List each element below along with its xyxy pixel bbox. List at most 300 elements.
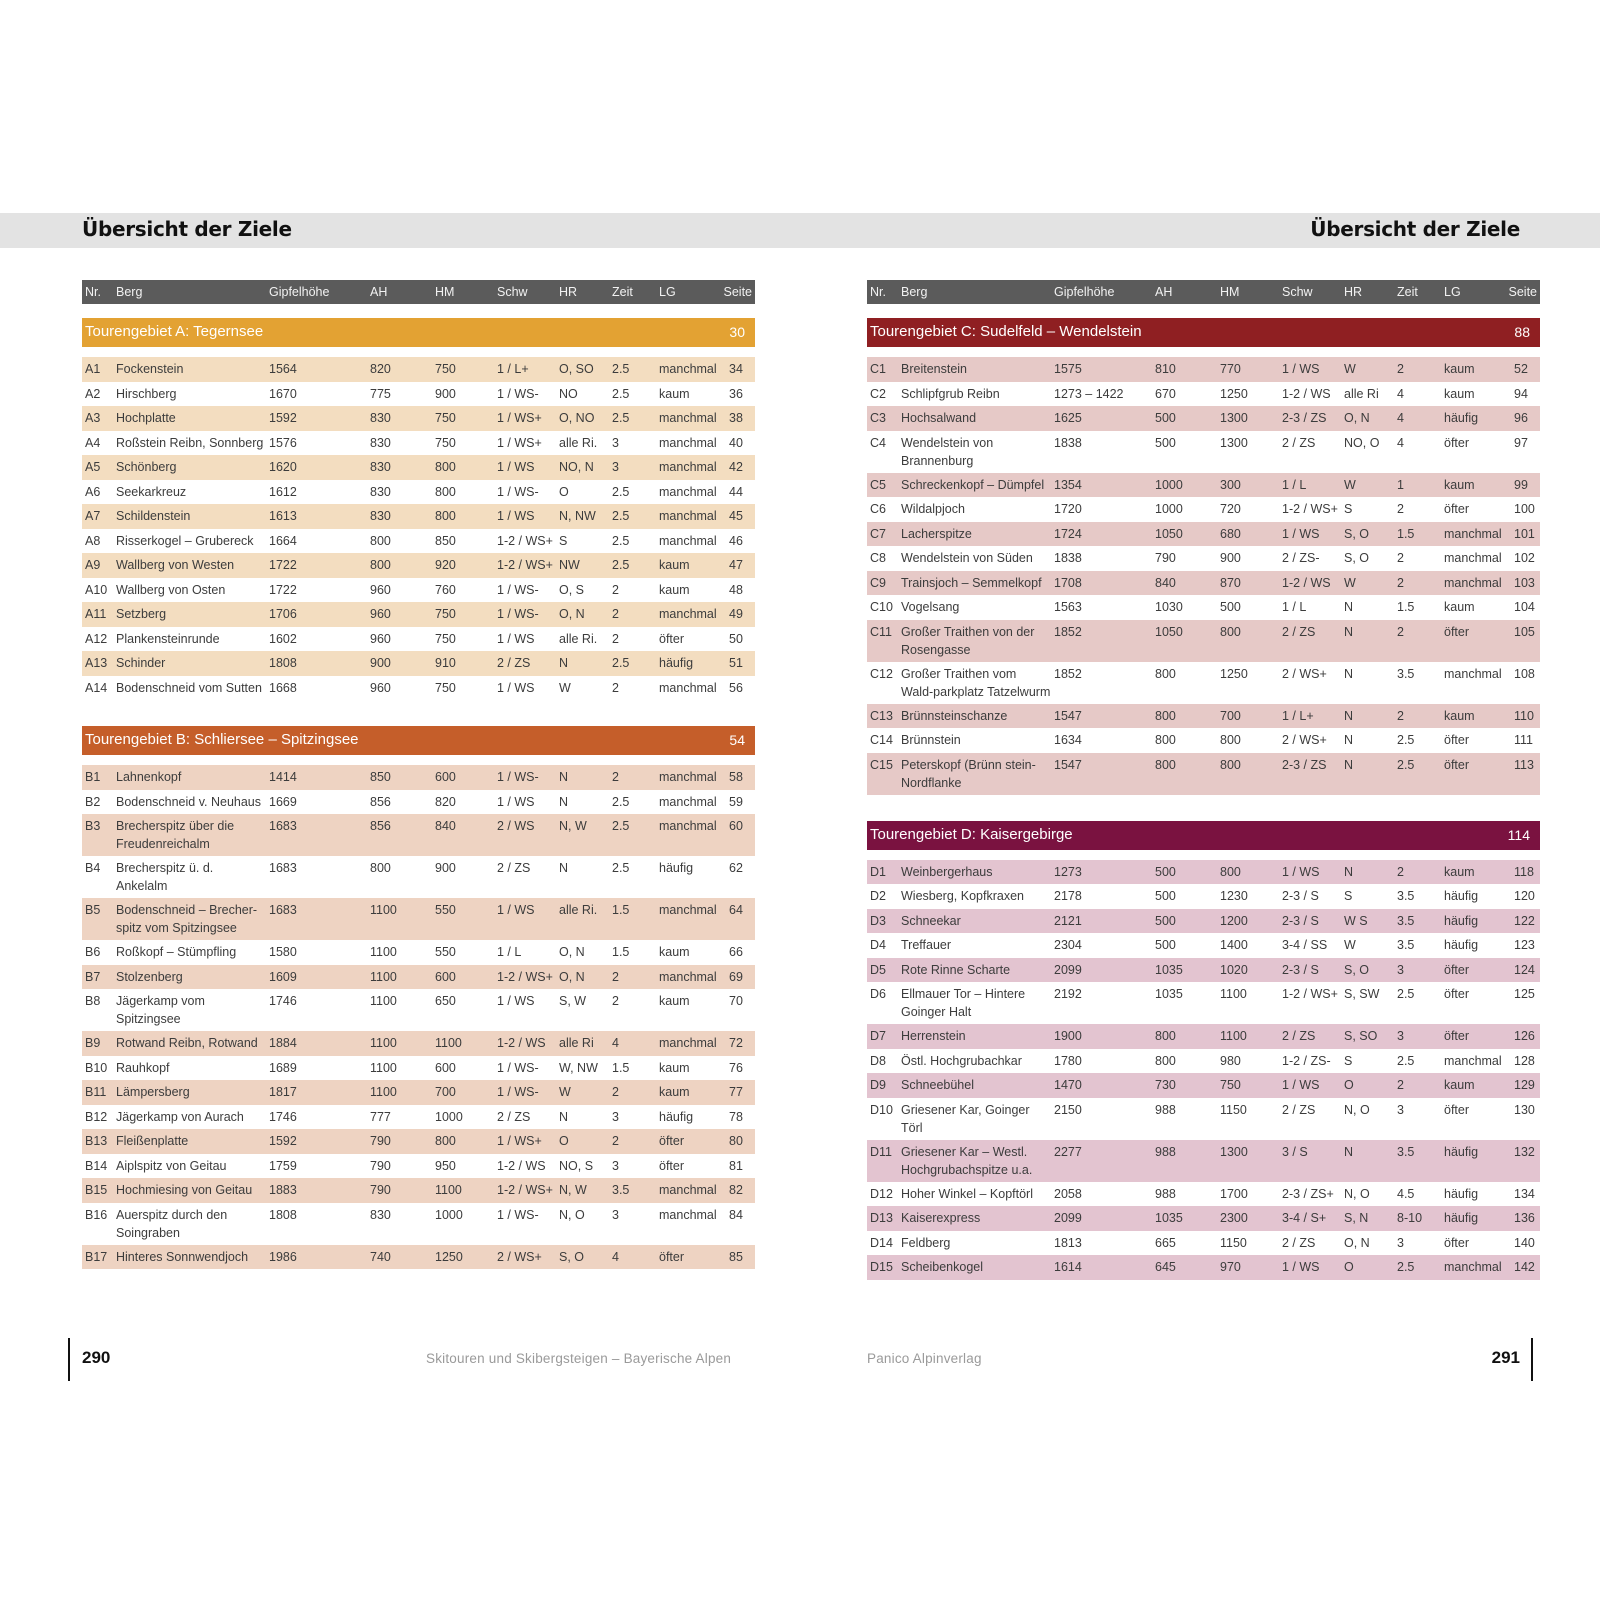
cell-schw: 1 / WS (497, 460, 535, 474)
cell-seite: 62 (729, 861, 743, 875)
cell-berg: Wildalpjoch (901, 502, 965, 516)
cell-hm: 1020 (1220, 962, 1248, 977)
table-row (82, 965, 755, 990)
cell-lg: kaum (1444, 477, 1475, 492)
cell-ah: 500 (1155, 435, 1176, 450)
cell-hr: alle Ri (559, 1036, 594, 1050)
table-row (867, 982, 1540, 1024)
cell-berg: Östl. Hochgrubachkar (901, 1053, 1022, 1068)
cell-zeit: 1.5 (612, 903, 630, 917)
cell-schw: 1-2 / WS+ (1282, 987, 1338, 1001)
cell-lg: manchmal (659, 819, 717, 833)
cell-zeit: 3 (612, 1207, 619, 1222)
cell-hm: 750 (1220, 1078, 1241, 1092)
section-header-b (82, 726, 755, 755)
cell-gipfel: 2277 (1054, 1144, 1082, 1159)
cell-hr: W (1344, 362, 1356, 376)
cell-ah: 988 (1155, 1144, 1176, 1159)
table-row (867, 1231, 1540, 1256)
cell-lg: manchmal (659, 1183, 717, 1197)
section-page: 30 (729, 324, 745, 340)
cell-schw: 1-2 / ZS- (1282, 1053, 1331, 1068)
cell-zeit: 2 (1397, 502, 1404, 516)
table-row (82, 504, 755, 529)
cell-zeit: 4 (612, 1036, 619, 1050)
cell-lg: häufig (1444, 1144, 1479, 1159)
cell-ah: 830 (370, 460, 391, 474)
cell-hm: 750 (435, 362, 456, 376)
cell-schw: 2-3 / ZS+ (1282, 1186, 1334, 1201)
cell-berg: Griesener Kar – Westl. Hochgrubachspitze u.a. (901, 1144, 1033, 1177)
cell-schw: 1 / WS+ (497, 435, 542, 450)
cell-zeit: 2.5 (612, 794, 630, 809)
cell-ah: 1100 (370, 994, 397, 1008)
cell-nr: D11 (870, 1144, 893, 1159)
cell-zeit: 2.5 (612, 819, 630, 833)
cell-lg: kaum (659, 945, 690, 959)
cell-ah: 775 (370, 386, 391, 401)
cell-zeit: 3.5 (1397, 666, 1415, 681)
cell-lg: manchmal (1444, 1260, 1502, 1274)
cell-seite: 48 (729, 582, 743, 597)
cell-seite: 142 (1514, 1260, 1535, 1274)
cell-berg: Schönberg (116, 460, 177, 474)
cell-seite: 110 (1514, 708, 1534, 723)
cell-hr: O (559, 1134, 569, 1148)
cell-berg: Jägerkamp von Aurach (116, 1109, 244, 1124)
cell-ah: 1035 (1155, 962, 1183, 977)
cell-hm: 2300 (1220, 1211, 1248, 1225)
cell-hr: O, S (559, 582, 585, 597)
cell-ah: 800 (370, 533, 391, 548)
cell-hm: 600 (435, 1060, 456, 1075)
cell-lg: manchmal (659, 533, 717, 548)
cell-berg: Auerspitz durch den Soingraben (116, 1207, 228, 1240)
cell-zeit: 2 (612, 607, 619, 621)
cell-lg: häufig (1444, 1186, 1479, 1201)
cell-nr: B12 (85, 1109, 108, 1124)
footer-rule-right (1531, 1338, 1533, 1381)
cell-zeit: 1.5 (612, 945, 630, 959)
cell-ah: 790 (370, 1158, 391, 1173)
cell-schw: 2 / ZS (497, 1109, 531, 1124)
cell-gipfel: 1780 (1054, 1053, 1082, 1068)
cell-berg: Rotwand Reibn, Rotwand (116, 1036, 258, 1050)
cell-schw: 1 / L (1282, 600, 1307, 614)
cell-berg: Schildenstein (116, 509, 191, 523)
cell-gipfel: 1852 (1054, 624, 1082, 639)
cell-seite: 49 (729, 607, 743, 621)
column-header-row (82, 280, 755, 304)
cell-ah: 790 (370, 1183, 391, 1197)
cell-ah: 960 (370, 582, 391, 597)
cell-zeit: 2 (612, 582, 619, 597)
cell-hm: 1300 (1220, 435, 1248, 450)
cell-schw: 1 / WS- (497, 484, 539, 499)
cell-schw: 1-2 / WS (497, 1036, 546, 1050)
cell-seite: 96 (1514, 411, 1528, 425)
cell-nr: A2 (85, 386, 101, 401)
table-row (867, 884, 1540, 909)
cell-seite: 120 (1514, 889, 1535, 903)
cell-zeit: 2 (612, 631, 619, 646)
cell-lg: kaum (659, 582, 690, 597)
cell-berg: Schinder (116, 656, 166, 670)
cell-gipfel: 1354 (1054, 477, 1082, 492)
cell-gipfel: 1838 (1054, 551, 1082, 565)
column-header-hr: HR (1344, 285, 1363, 299)
cell-ah: 777 (370, 1109, 391, 1124)
table-row (867, 571, 1540, 596)
cell-nr: C11 (870, 624, 893, 639)
cell-nr: C14 (870, 733, 893, 747)
cell-hm: 870 (1220, 575, 1241, 590)
cell-nr: B14 (85, 1158, 108, 1173)
cell-hr: N, O (1344, 1186, 1370, 1201)
cell-lg: manchmal (659, 1207, 717, 1222)
cell-berg: Bodenschneid vom Sutten (116, 680, 262, 695)
footer-book-title: Skitouren und Skibergsteigen – Bayerische Alpen (426, 1351, 732, 1366)
table-row (867, 1206, 1540, 1231)
cell-seite: 46 (729, 533, 743, 548)
cell-nr: B3 (85, 819, 101, 833)
cell-zeit: 2 (612, 1085, 619, 1099)
cell-seite: 111 (1514, 733, 1534, 747)
cell-zeit: 2.5 (1397, 987, 1415, 1001)
cell-nr: C10 (870, 600, 893, 614)
cell-hr: O, N (559, 969, 585, 984)
cell-berg: Risserkogel – Grubereck (116, 533, 254, 548)
cell-hr: O (1344, 1078, 1354, 1092)
cell-nr: D3 (870, 913, 886, 928)
table-row (82, 553, 755, 578)
cell-zeit: 2 (612, 680, 619, 695)
cell-hm: 720 (1220, 502, 1241, 516)
cell-schw: 2-3 / ZS (1282, 757, 1327, 772)
table-row (867, 382, 1540, 407)
cell-gipfel: 1670 (269, 386, 297, 401)
cell-gipfel: 1720 (1054, 502, 1082, 516)
cell-berg: Setzberg (116, 607, 167, 621)
column-header-gipfel: Gipfelhöhe (269, 285, 330, 299)
cell-zeit: 2.5 (612, 558, 630, 572)
cell-lg: manchmal (659, 460, 717, 474)
cell-schw: 1 / WS (497, 680, 535, 695)
cell-nr: A1 (85, 362, 101, 376)
cell-nr: B2 (85, 794, 101, 809)
cell-berg: Hochsalwand (901, 411, 977, 425)
cell-schw: 2 / WS+ (1282, 666, 1327, 681)
cell-nr: D6 (870, 987, 886, 1001)
cell-hm: 800 (435, 484, 456, 499)
cell-gipfel: 1592 (269, 411, 297, 425)
cell-berg: Trainsjoch – Semmelkopf (901, 575, 1042, 590)
cell-lg: kaum (659, 558, 690, 572)
table-row (867, 860, 1540, 885)
cell-gipfel: 1986 (269, 1249, 297, 1264)
cell-lg: häufig (1444, 889, 1479, 903)
cell-hm: 800 (435, 460, 456, 474)
cell-hr: N (1344, 1144, 1354, 1159)
cell-berg: Weinbergerhaus (901, 864, 993, 879)
cell-hm: 1300 (1220, 411, 1248, 425)
cell-hr: NO, S (559, 1158, 594, 1173)
cell-gipfel: 2099 (1054, 962, 1082, 977)
footer-rule-left (68, 1338, 70, 1381)
cell-nr: A7 (85, 509, 101, 523)
cell-zeit: 3.5 (612, 1183, 630, 1197)
cell-zeit: 4 (1397, 411, 1404, 425)
cell-gipfel: 1602 (269, 631, 297, 646)
cell-hr: alle Ri. (559, 903, 598, 917)
table-row (82, 455, 755, 480)
cell-schw: 1 / WS- (497, 582, 539, 597)
cell-zeit: 1.5 (1397, 526, 1415, 541)
column-header-ah: AH (370, 285, 388, 299)
cell-ah: 1000 (1155, 477, 1183, 492)
cell-schw: 1 / WS- (497, 1060, 539, 1075)
cell-schw: 1 / WS+ (497, 1134, 542, 1148)
cell-lg: öfter (659, 1134, 685, 1148)
cell-gipfel: 1746 (269, 994, 297, 1008)
cell-lg: öfter (659, 1158, 685, 1173)
column-header-nr: Nr. (85, 285, 101, 299)
cell-hr: S (1344, 502, 1353, 516)
cell-ah: 1030 (1155, 600, 1183, 614)
cell-berg: Lahnenkopf (116, 770, 182, 784)
cell-lg: manchmal (1444, 1053, 1502, 1068)
cell-lg: öfter (659, 1249, 685, 1264)
cell-hr: N (1344, 864, 1354, 879)
cell-seite: 51 (729, 656, 743, 670)
cell-nr: B6 (85, 945, 101, 959)
cell-nr: A6 (85, 484, 101, 499)
cell-schw: 2 / ZS (1282, 1029, 1316, 1043)
cell-lg: öfter (1444, 1102, 1470, 1117)
cell-berg: Hochplatte (116, 411, 176, 425)
cell-ah: 500 (1155, 938, 1176, 952)
cell-ah: 1100 (370, 1060, 397, 1075)
cell-schw: 1 / WS (1282, 1078, 1320, 1092)
cell-hm: 680 (1220, 526, 1241, 541)
cell-gipfel: 2058 (1054, 1186, 1082, 1201)
cell-seite: 128 (1514, 1053, 1535, 1068)
cell-berg: Scheibenkogel (901, 1260, 984, 1274)
cell-hm: 550 (435, 945, 456, 959)
cell-nr: C4 (870, 435, 886, 450)
section-title: Tourengebiet B: Schliersee – Spitzingsee (85, 731, 359, 748)
left-page-table (82, 280, 755, 1295)
cell-seite: 59 (729, 794, 743, 809)
column-header-row (867, 280, 1540, 304)
cell-hm: 800 (1220, 733, 1241, 747)
cell-hr: N, W (559, 1183, 587, 1197)
cell-berg: Stolzenberg (116, 969, 183, 984)
cell-gipfel: 2099 (1054, 1211, 1082, 1225)
cell-lg: kaum (659, 1085, 690, 1099)
cell-schw: 1-2 / WS+ (1282, 502, 1338, 516)
cell-nr: C8 (870, 551, 886, 565)
cell-berg: Schneekar (901, 913, 961, 928)
cell-nr: D7 (870, 1029, 886, 1043)
cell-gipfel: 1669 (269, 794, 297, 809)
cell-hr: alle Ri. (559, 631, 598, 646)
cell-schw: 2-3 / S (1282, 962, 1319, 977)
cell-hr: S, O (1344, 962, 1370, 977)
cell-hr: NO, N (559, 460, 594, 474)
cell-gipfel: 1634 (1054, 733, 1082, 747)
page-title-left: Übersicht der Ziele (82, 217, 292, 241)
cell-hr: alle Ri (1344, 386, 1379, 401)
cell-nr: A5 (85, 460, 101, 474)
cell-berg: Wendelstein von Süden (901, 551, 1033, 565)
cell-hm: 700 (1220, 708, 1241, 723)
cell-nr: A4 (85, 435, 101, 450)
cell-nr: D15 (870, 1260, 893, 1274)
cell-seite: 42 (729, 460, 743, 474)
cell-gipfel: 1576 (269, 435, 297, 450)
table-row (82, 1105, 755, 1130)
cell-nr: D14 (870, 1235, 893, 1250)
cell-berg: Bodenschneid v. Neuhaus (116, 794, 262, 809)
cell-berg: Kaiserexpress (901, 1211, 981, 1225)
cell-gipfel: 1414 (269, 770, 297, 784)
right-page-table (867, 280, 1540, 1306)
cell-lg: manchmal (659, 411, 717, 425)
cell-hm: 1100 (435, 1036, 462, 1050)
cell-hr: N, W (559, 819, 587, 833)
cell-berg: Griesener Kar, Goinger Törl (901, 1102, 1030, 1135)
column-header-gipfel: Gipfelhöhe (1054, 285, 1115, 299)
cell-zeit: 2 (1397, 551, 1404, 565)
table-row (82, 790, 755, 815)
cell-ah: 960 (370, 631, 391, 646)
cell-seite: 84 (729, 1207, 743, 1222)
cell-hm: 1230 (1220, 889, 1248, 903)
cell-gipfel: 1813 (1054, 1235, 1082, 1250)
cell-seite: 102 (1514, 551, 1535, 565)
cell-lg: kaum (1444, 362, 1475, 376)
section-header-a (82, 318, 755, 347)
cell-schw: 1 / WS (497, 794, 535, 809)
cell-schw: 1-2 / WS (1282, 386, 1331, 401)
cell-lg: häufig (1444, 411, 1479, 425)
cell-hr: W S (1344, 913, 1368, 928)
cell-nr: A12 (85, 631, 108, 646)
cell-hm: 1100 (1220, 1029, 1247, 1043)
cell-gipfel: 1470 (1054, 1078, 1082, 1092)
cell-gipfel: 1683 (269, 861, 297, 875)
cell-hr: N (1344, 600, 1354, 614)
column-header-hm: HM (1220, 285, 1240, 299)
cell-ah: 830 (370, 509, 391, 523)
cell-nr: C5 (870, 477, 886, 492)
cell-berg: Lacherspitze (901, 526, 972, 541)
cell-zeit: 3.5 (1397, 913, 1415, 928)
section-title: Tourengebiet D: Kaisergebirge (870, 825, 1073, 843)
cell-lg: öfter (1444, 1235, 1470, 1250)
cell-hm: 800 (1220, 757, 1241, 772)
cell-ah: 500 (1155, 889, 1176, 903)
cell-zeit: 3 (1397, 962, 1404, 977)
cell-zeit: 2.5 (612, 386, 630, 401)
cell-zeit: 2 (1397, 575, 1404, 590)
cell-ah: 670 (1155, 386, 1176, 401)
cell-lg: manchmal (1444, 666, 1502, 681)
cell-ah: 740 (370, 1249, 391, 1264)
cell-hr: W (559, 680, 571, 695)
cell-schw: 2 / ZS (1282, 1235, 1316, 1250)
cell-hr: O, N (1344, 411, 1370, 425)
cell-ah: 1100 (370, 969, 397, 984)
cell-lg: kaum (659, 386, 690, 401)
cell-ah: 810 (1155, 362, 1176, 376)
cell-gipfel: 1689 (269, 1060, 297, 1075)
cell-hm: 1250 (1220, 666, 1248, 681)
column-header-zeit: Zeit (1397, 285, 1418, 299)
cell-berg: Hoher Winkel – Kopftörl (901, 1186, 1034, 1201)
cell-gipfel: 1808 (269, 1207, 297, 1222)
cell-berg: Schreckenkopf – Dümpfel (901, 477, 1045, 492)
cell-lg: manchmal (659, 680, 717, 695)
cell-gipfel: 1580 (269, 945, 297, 959)
cell-ah: 1050 (1155, 624, 1183, 639)
cell-seite: 58 (729, 770, 743, 784)
cell-hr: O, N (1344, 1235, 1370, 1250)
cell-zeit: 3.5 (1397, 1144, 1415, 1159)
cell-zeit: 2.5 (612, 509, 630, 523)
cell-nr: B16 (85, 1207, 108, 1222)
cell-lg: manchmal (659, 903, 717, 917)
table-row (82, 1056, 755, 1081)
cell-seite: 66 (729, 945, 743, 959)
cell-seite: 118 (1514, 864, 1534, 879)
table-row (82, 529, 755, 554)
cell-seite: 113 (1514, 757, 1534, 772)
cell-gipfel: 2178 (1054, 889, 1082, 903)
cell-hr: N (1344, 666, 1354, 681)
cell-lg: öfter (1444, 1029, 1470, 1043)
table-row (82, 651, 755, 676)
cell-zeit: 2 (1397, 362, 1404, 376)
column-header-ah: AH (1155, 285, 1173, 299)
cell-hm: 1250 (1220, 386, 1248, 401)
page-number-right: 291 (1491, 1348, 1520, 1367)
cell-zeit: 4 (1397, 386, 1404, 401)
cell-nr: B13 (85, 1134, 108, 1148)
cell-hm: 1250 (435, 1249, 463, 1264)
cell-berg: Treffauer (901, 938, 952, 952)
table-row (867, 497, 1540, 522)
cell-zeit: 2.5 (612, 861, 630, 875)
cell-nr: C9 (870, 575, 886, 590)
cell-lg: öfter (659, 631, 685, 646)
cell-ah: 800 (1155, 757, 1176, 772)
cell-schw: 1-2 / WS (497, 1158, 546, 1173)
table-row (867, 357, 1540, 382)
section-page: 114 (1507, 826, 1530, 843)
cell-seite: 36 (729, 386, 743, 401)
column-header-seite: Seite (1508, 285, 1537, 299)
cell-hr: N (1344, 624, 1354, 639)
table-row (867, 753, 1540, 795)
cell-schw: 2 / WS+ (1282, 733, 1327, 747)
cell-hm: 700 (435, 1085, 456, 1099)
cell-seite: 105 (1514, 624, 1535, 639)
cell-ah: 988 (1155, 1102, 1176, 1117)
cell-nr: C13 (870, 708, 893, 723)
table-row (82, 676, 755, 701)
